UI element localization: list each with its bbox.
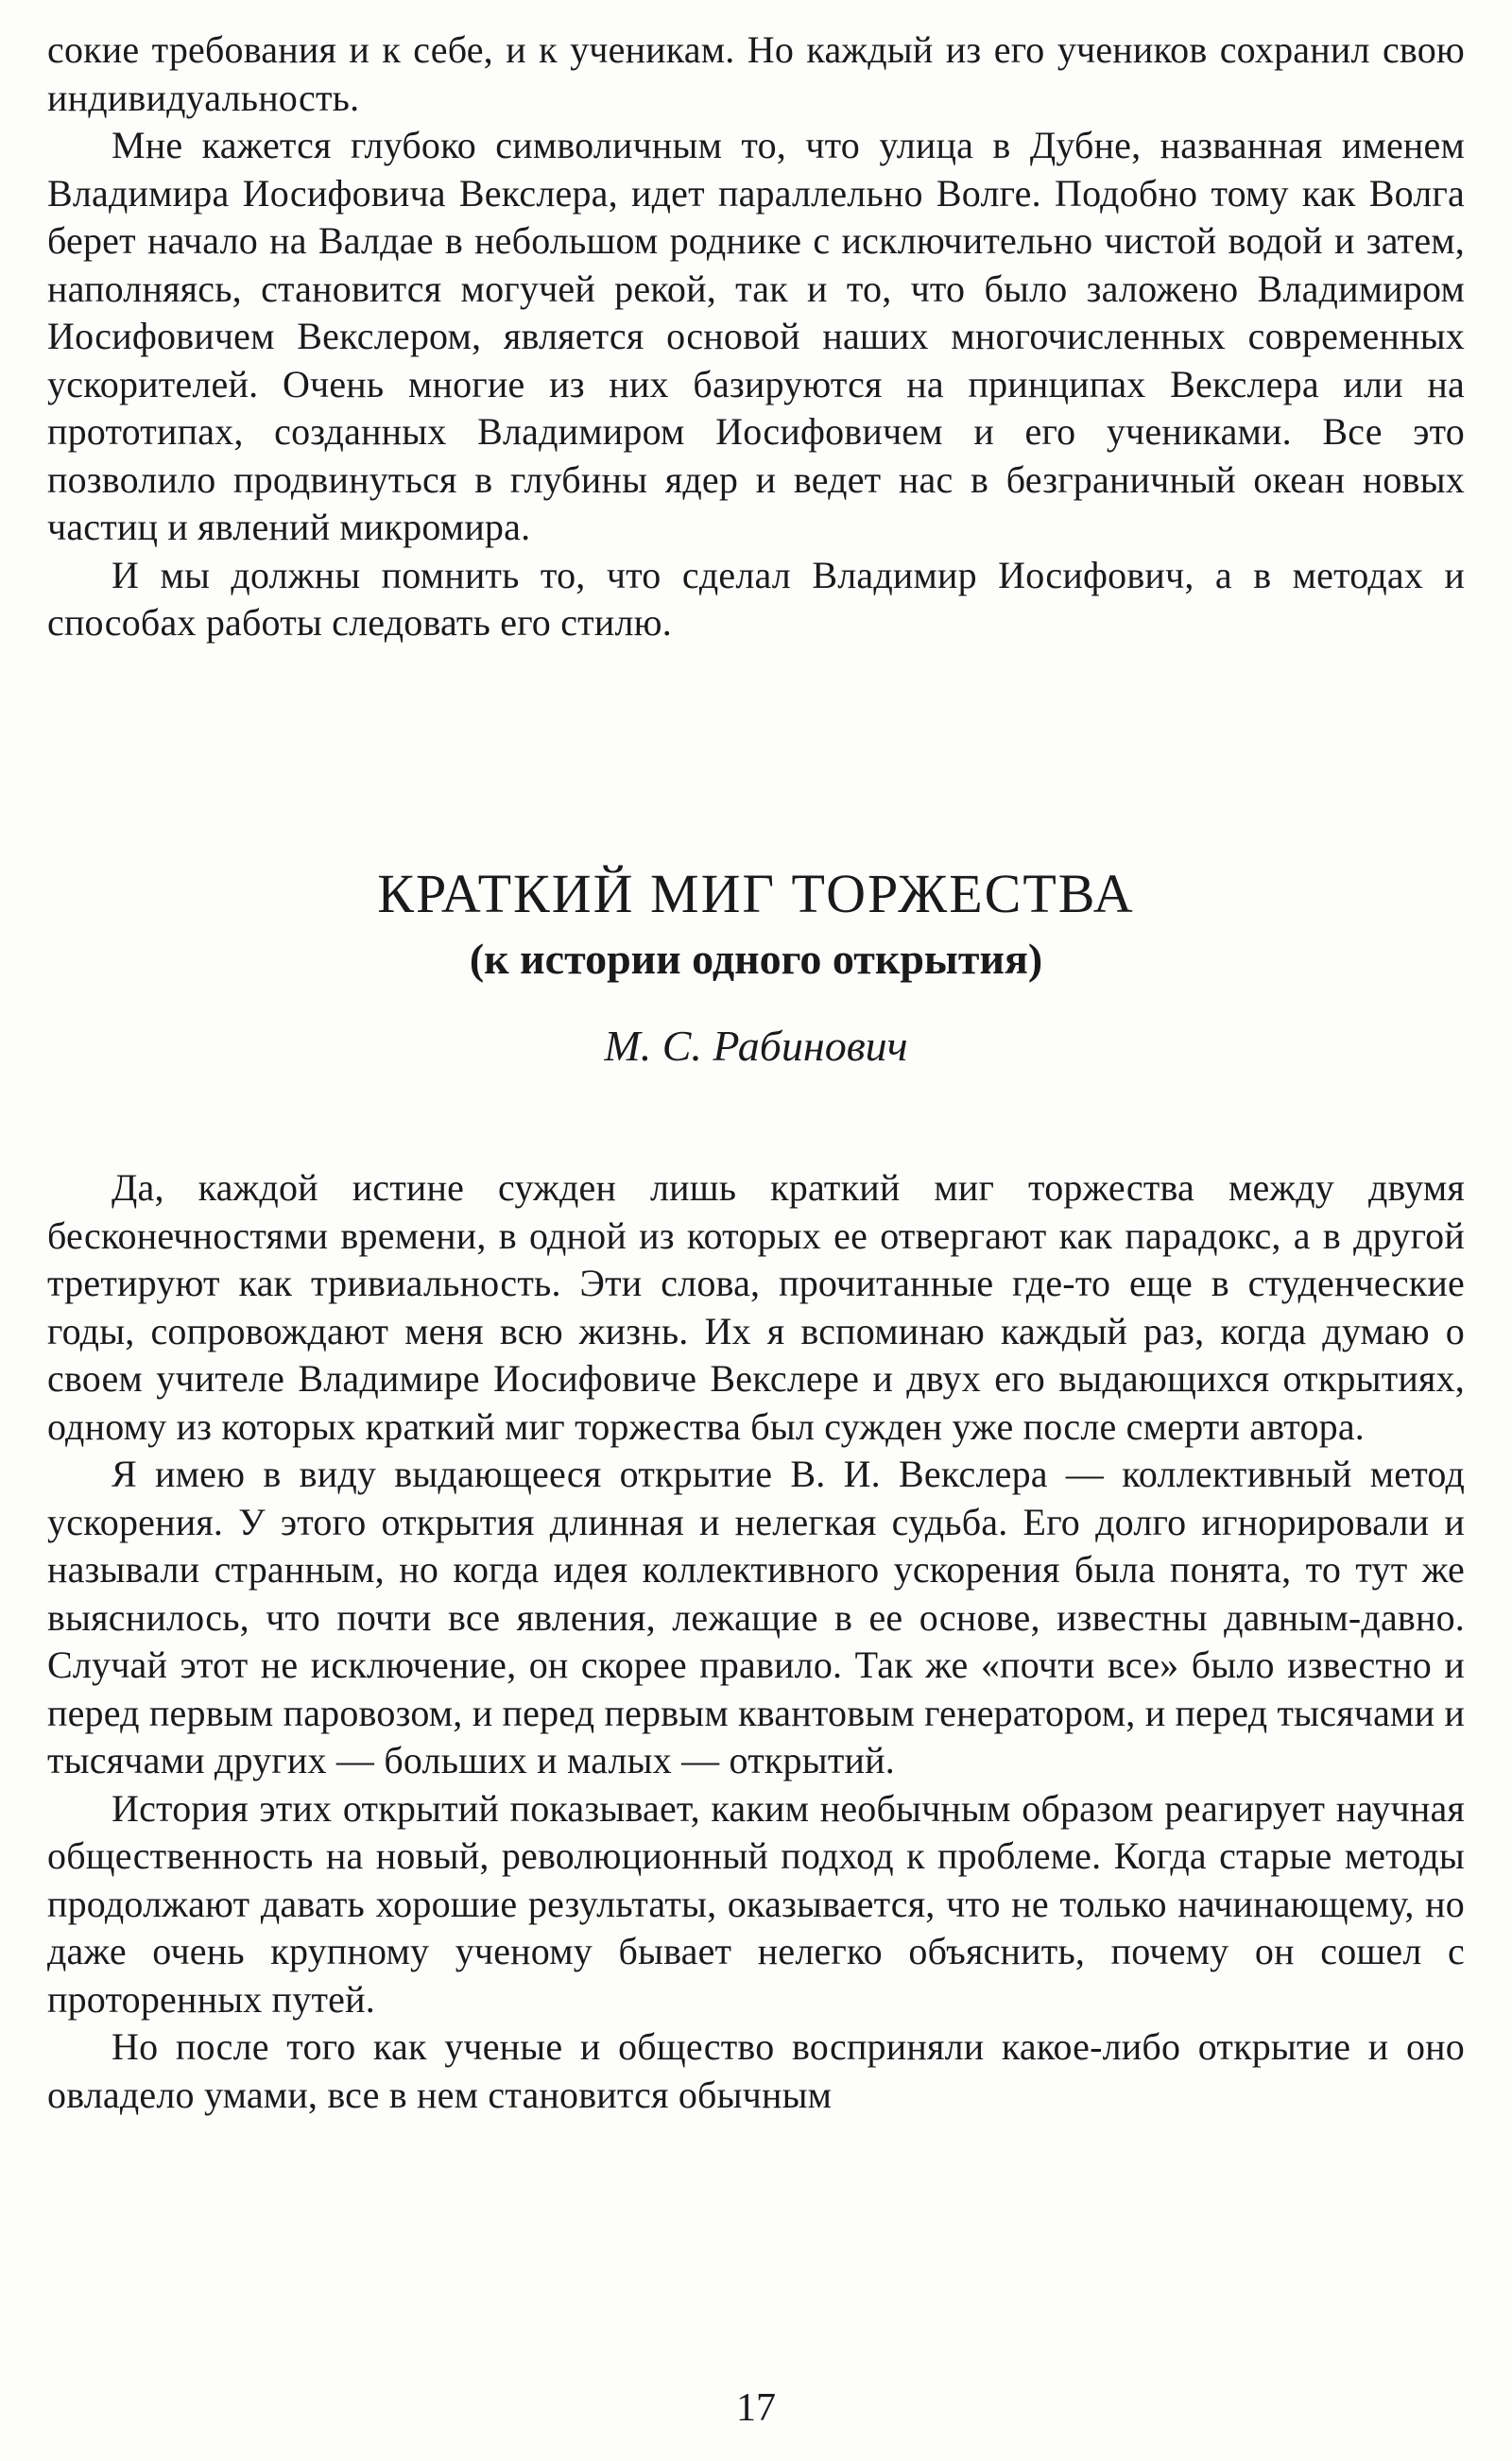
paragraph: И мы должны помнить то, что сделал Владимир Иосифович, а в методах и способах работы следовать его стилю.	[47, 553, 1465, 644]
paragraph: Да, каждой истине сужден лишь краткий миг торжества между двумя бесконечностями времени, в одной из которых ее отвергают как парадокс, а в другой третируют как тривиальность. Эти слова, прочитанные где-то еще в студенческие годы, сопровождают меня всю жизнь. Их я вспоминаю каждый раз, когда думаю о своем учителе Владимире Иосифовиче Векслере и двух его выдающихся открытиях, одному из которых краткий миг торжества был сужден уже после смерти автора.	[47, 1166, 1465, 1448]
previous-article-ending	[47, 26, 1465, 647]
page-number: 17	[736, 2386, 776, 2430]
paragraph: Я имею в виду выдающееся открытие В. И. Векслера — коллективный метод ускорения. У этого открытия длинная и нелегкая судьба. Его долго игнорировали и называли странным, но когда идея коллективного ускорения была понята, то тут же выяснилось, что почти все явления, лежащие в ее основе, известны давным-давно. Случай этот не исключение, он скорее правило. Так же «почти все» было известно и перед первым паровозом, и перед первым квантовым генератором, и перед тысячами и тысячами других — больших и малых — открытий.	[47, 1453, 1465, 1781]
article-title: КРАТКИЙ МИГ ТОРЖЕСТВА	[377, 863, 1135, 924]
article-author: М. С. Рабинович	[604, 1022, 908, 1070]
paragraph: Мне кажется глубоко символичным то, что улица в Дубне, названная именем Владимира Иосифовича Векслера, идет параллельно Волге. Подобно тому как Волга берет начало на Валдае в небольшом роднике с исключительно чистой водой и затем, наполняясь, становится могучей рекой, так и то, что было заложено Владимиром Иосифовичем Векслером, является основой наших многочисленных современных ускорителей. Очень многие из них базируются на принципах Векслера или на прототипах, созданных Владимиром Иосифовичем и его учениками. Все это позволило продвинуться в глубины ядер и ведет нас в безграничный океан новых частиц и явлений микромира.	[47, 124, 1465, 548]
article-body	[47, 1164, 1465, 2119]
paragraph: Но после того как ученые и общество восприняли какое-либо открытие и оно овладело умами, все в нем становится обычным	[47, 2025, 1465, 2116]
article-subtitle: (к истории одного открытия)	[469, 935, 1043, 983]
paragraph: История этих открытий показывает, каким необычным образом реагирует научная общественность на новый, революционный подход к проблеме. Когда старые методы продолжают давать хорошие результаты, оказывается, что не только начинающему, но даже очень крупному ученому бывает нелегко объяснить, почему он сошел с проторенных путей.	[47, 1786, 1465, 2021]
paragraph: сокие требования и к себе, и к ученикам. Но каждый из его учеников сохранил свою индивидуальность.	[47, 28, 1465, 119]
